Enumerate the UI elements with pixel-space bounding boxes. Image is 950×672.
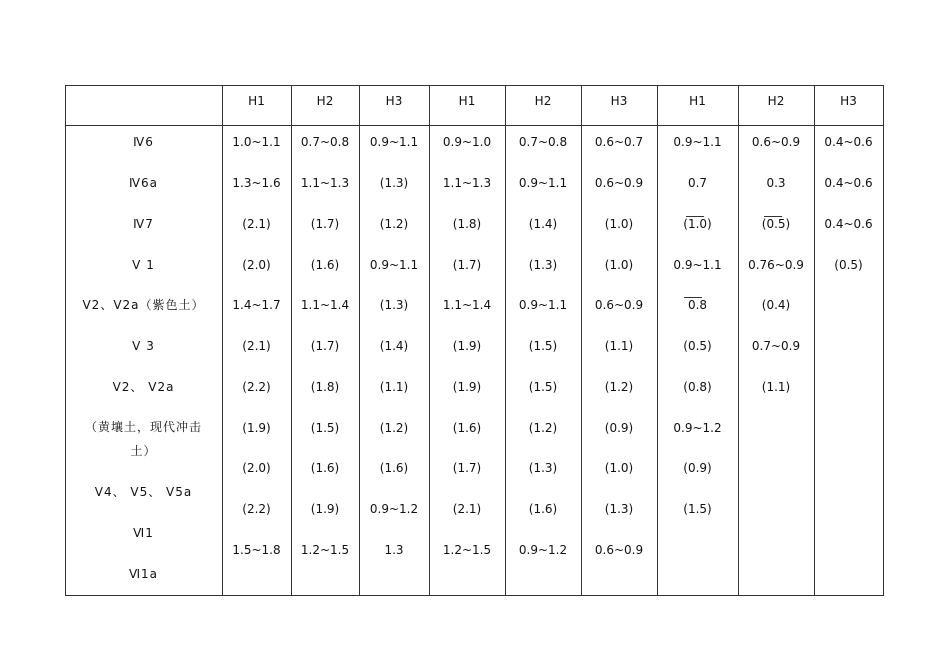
table-cell: (0.9) — [683, 461, 712, 475]
row-label: Ⅵ1 — [133, 526, 154, 540]
table-cell: (1.3) — [528, 461, 558, 475]
table-cell: 0.3 — [766, 176, 786, 190]
table-cell: (1.4) — [528, 217, 558, 231]
table-cell: (2.1) — [242, 339, 271, 353]
table-cell: (1.9) — [452, 380, 482, 394]
table-cell: 0.9~1.1 — [673, 258, 722, 272]
table-cell: (1.6) — [310, 461, 340, 475]
table-cell: 0.4~0.6 — [824, 217, 873, 231]
table-cell: 1.4~1.7 — [232, 298, 281, 312]
table-cell: 1.3~1.6 — [232, 176, 281, 190]
column-header: H2 — [767, 94, 785, 108]
row-label: （黄壤土，现代冲击 — [84, 420, 203, 434]
overline-mark — [686, 216, 704, 217]
table-cell: (1.7) — [452, 461, 482, 475]
table-cell: 0.76~0.9 — [748, 258, 804, 272]
column-header: H1 — [458, 94, 476, 108]
overline-mark — [684, 297, 702, 298]
table-cell: (1.6) — [379, 461, 409, 475]
table-cell: (1.0) — [604, 461, 634, 475]
table-cell: 0.9~1.1 — [369, 135, 419, 149]
table-cell: (0.5) — [834, 258, 863, 272]
table-cell: (1.3) — [528, 258, 558, 272]
table-cell: (1.2) — [379, 217, 409, 231]
table-cell: 0.9~1.2 — [673, 421, 722, 435]
column-header: H1 — [248, 94, 265, 108]
column-rule — [814, 85, 815, 596]
column-rule — [429, 85, 430, 596]
column-header: H2 — [316, 94, 334, 108]
row-label: Ⅴ4、 Ⅴ5、 Ⅴ5a — [94, 485, 193, 499]
table-cell: (2.1) — [452, 502, 482, 516]
table-cell: (1.6) — [452, 421, 482, 435]
row-label: Ⅴ2、Ⅴ2a（紫色土） — [82, 298, 205, 312]
table-cell: 0.9~1.1 — [518, 176, 568, 190]
column-rule — [291, 85, 292, 596]
table-cell: 1.1~1.4 — [300, 298, 350, 312]
row-label: Ⅴ 3 — [132, 339, 155, 353]
table-cell: (2.0) — [242, 258, 271, 272]
row-label: Ⅳ7 — [133, 217, 154, 231]
column-rule — [359, 85, 360, 596]
row-label: Ⅳ6 — [133, 135, 154, 149]
table-cell: 0.6~0.9 — [751, 135, 801, 149]
table-cell: 1.3 — [384, 543, 404, 557]
table-rule — [65, 125, 884, 126]
overline-mark — [764, 216, 782, 217]
table-cell: (1.5) — [528, 380, 558, 394]
table-cell: 1.5~1.8 — [232, 543, 281, 557]
table-cell: (0.5) — [683, 339, 712, 353]
table-rule — [65, 595, 884, 596]
table-cell: 0.9~1.1 — [369, 258, 419, 272]
row-label: Ⅵ1a — [128, 567, 159, 581]
column-rule — [738, 85, 739, 596]
column-rule — [65, 85, 66, 596]
table-cell: (1.8) — [452, 217, 482, 231]
table-cell: (1.3) — [379, 176, 409, 190]
table-cell: 0.7 — [687, 176, 708, 190]
table-cell: 0.6~0.9 — [594, 543, 644, 557]
table-cell: (1.2) — [528, 421, 558, 435]
table-cell: (2.1) — [242, 217, 271, 231]
table-cell: (1.0) — [604, 258, 634, 272]
table-cell: (1.9) — [452, 339, 482, 353]
table-rule — [65, 85, 884, 86]
table-cell: (2.2) — [242, 380, 271, 394]
table-cell: 0.8 — [687, 298, 708, 312]
table-cell: (1.4) — [379, 339, 409, 353]
column-header: H3 — [385, 94, 403, 108]
table-cell: 0.6~0.9 — [594, 298, 644, 312]
table-cell: (2.0) — [242, 461, 271, 475]
table-cell: 0.9~1.2 — [369, 502, 419, 516]
table-cell: (1.7) — [452, 258, 482, 272]
table-cell: 0.6~0.7 — [594, 135, 644, 149]
table-cell: (1.6) — [310, 258, 340, 272]
table-cell: 1.1~1.3 — [442, 176, 492, 190]
table-cell: 0.4~0.6 — [824, 176, 873, 190]
table-cell: (1.1) — [379, 380, 409, 394]
table-cell: 0.6~0.9 — [594, 176, 644, 190]
table-cell: (1.7) — [310, 339, 340, 353]
table-cell: (1.8) — [310, 380, 340, 394]
column-rule — [883, 85, 884, 596]
table-cell: (1.3) — [604, 502, 634, 516]
table-cell: (1.6) — [528, 502, 558, 516]
table-cell: 0.9~1.1 — [673, 135, 722, 149]
table-cell: 0.7~0.8 — [518, 135, 568, 149]
table-cell: 0.4~0.6 — [824, 135, 873, 149]
table-cell: 0.9~1.2 — [518, 543, 568, 557]
table-cell: 0.7~0.8 — [300, 135, 350, 149]
table-cell: (0.8) — [683, 380, 712, 394]
table-cell: (1.3) — [379, 298, 409, 312]
column-rule — [505, 85, 506, 596]
table-cell: 1.2~1.5 — [300, 543, 350, 557]
table-cell: 1.2~1.5 — [442, 543, 492, 557]
table-cell: (1.7) — [310, 217, 340, 231]
table-cell: (1.5) — [683, 502, 712, 516]
table-cell: 1.1~1.4 — [442, 298, 492, 312]
table-cell: (1.2) — [604, 380, 634, 394]
row-label: Ⅴ 1 — [132, 258, 155, 272]
column-rule — [222, 85, 223, 596]
table-cell: (0.4) — [761, 298, 791, 312]
table-cell: (1.9) — [310, 502, 340, 516]
table-cell: (1.1) — [604, 339, 634, 353]
table-cell: (1.0) — [683, 217, 712, 231]
table-cell: (1.9) — [242, 421, 271, 435]
table-cell: (1.1) — [761, 380, 791, 394]
table-cell: (1.5) — [310, 421, 340, 435]
table-cell: (1.2) — [379, 421, 409, 435]
row-label: Ⅳ6a — [128, 176, 159, 190]
column-rule — [657, 85, 658, 596]
column-header: H3 — [610, 94, 628, 108]
table-cell: 0.9~1.0 — [442, 135, 492, 149]
table-cell: 0.7~0.9 — [751, 339, 801, 353]
table-cell: 1.0~1.1 — [232, 135, 281, 149]
row-label: 土） — [130, 444, 157, 458]
table-cell: (0.5) — [761, 217, 791, 231]
column-rule — [581, 85, 582, 596]
table-cell: 1.1~1.3 — [300, 176, 350, 190]
table-cell: (1.5) — [528, 339, 558, 353]
column-header: H2 — [534, 94, 552, 108]
table-cell: (1.0) — [604, 217, 634, 231]
table-cell: 0.9~1.1 — [518, 298, 568, 312]
table-cell: (2.2) — [242, 502, 271, 516]
table-cell: (0.9) — [604, 421, 634, 435]
row-label: Ⅴ2、 Ⅴ2a — [112, 380, 175, 394]
column-header: H1 — [689, 94, 706, 108]
column-header: H3 — [840, 94, 857, 108]
